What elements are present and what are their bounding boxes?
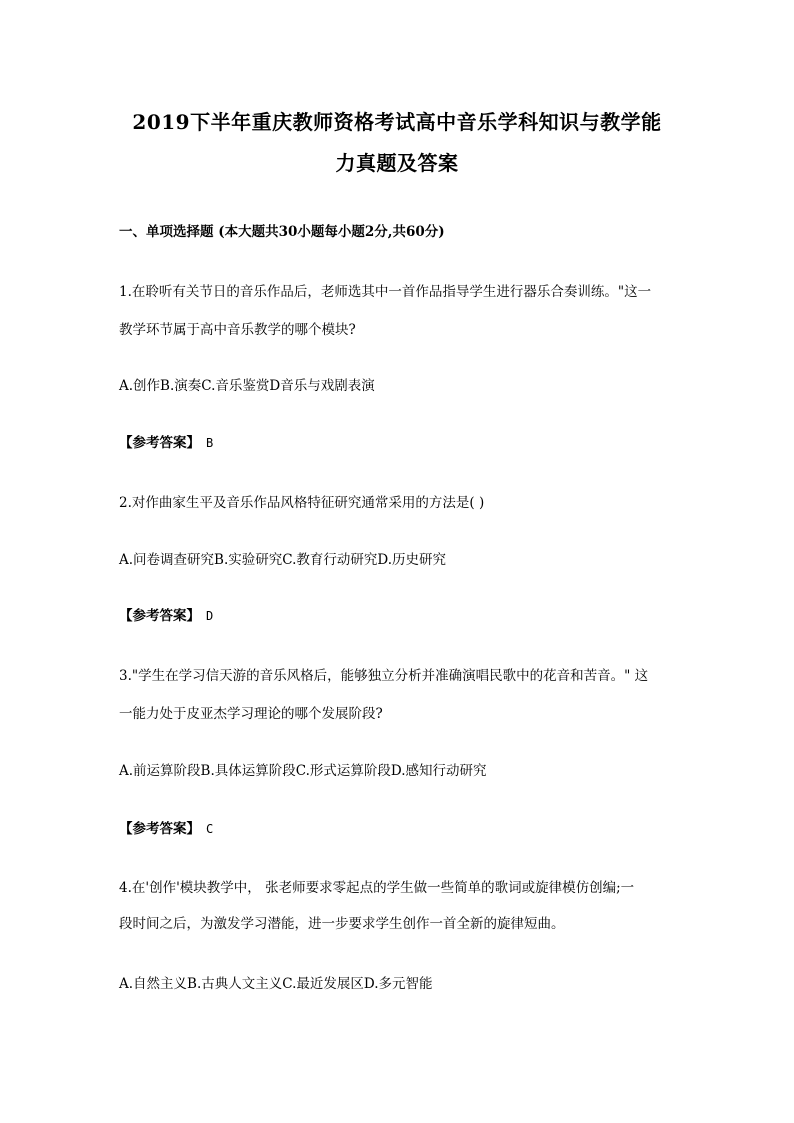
question-4-options: A.自然主义B.古典人文主义C.最近发展区D.多元智能 — [119, 976, 433, 992]
document-title-line-2: 力真题及答案 — [335, 151, 459, 175]
answer-label: 【参考答案】 — [119, 821, 200, 837]
question-1-stem-line-1: 1.在聆听有关节日的音乐作品后，老师选其中一首作品指导学生进行器乐合奏训练。"这一 — [119, 284, 652, 300]
question-3-options: A.前运算阶段B.具体运算阶段C.形式运算阶段D.感知行动研究 — [119, 763, 487, 779]
question-4-stem-line-1: 4.在'创作'模块教学中， 张老师要求零起点的学生做一些简单的歌词或旋律模仿创编;一 — [119, 880, 635, 896]
answer-label: 【参考答案】 — [119, 608, 200, 624]
question-4-stem-line-2: 段时间之后，为激发学习潜能，进一步要求学生创作一首全新的旋律短曲。 — [119, 916, 565, 932]
question-3-answer — [119, 817, 213, 837]
answer-value: C — [206, 822, 214, 836]
question-2-stem-line-1: 2.对作曲家生平及音乐作品风格特征研究通常采用的方法是( ) — [119, 495, 485, 511]
document-title-line-1: 2019下半年重庆教师资格考试高中音乐学科知识与教学能 — [132, 110, 662, 134]
answer-value: D — [206, 609, 214, 623]
question-1-options: A.创作B.演奏C.音乐鉴赏D音乐与戏剧表演 — [119, 378, 375, 394]
question-2-answer — [119, 604, 213, 624]
question-3-stem-line-1: 3."学生在学习信天游的音乐风格后，能够独立分析并准确演唱民歌中的花音和苦音。" 这 — [119, 668, 649, 684]
question-1-stem-line-2: 教学环节属于高中音乐教学的哪个模块? — [119, 322, 356, 338]
question-3-stem-line-2: 一能力处于皮亚杰学习理论的哪个发展阶段? — [119, 706, 383, 722]
question-2-options: A.问卷调查研究B.实验研究C.教育行动研究D.历史研究 — [119, 552, 447, 568]
answer-label: 【参考答案】 — [119, 435, 200, 451]
question-1-answer — [119, 431, 213, 451]
section-heading: 一、单项选择题 (本大题共30小题每小题2分,共60分) — [119, 224, 445, 240]
answer-value: B — [206, 436, 214, 450]
